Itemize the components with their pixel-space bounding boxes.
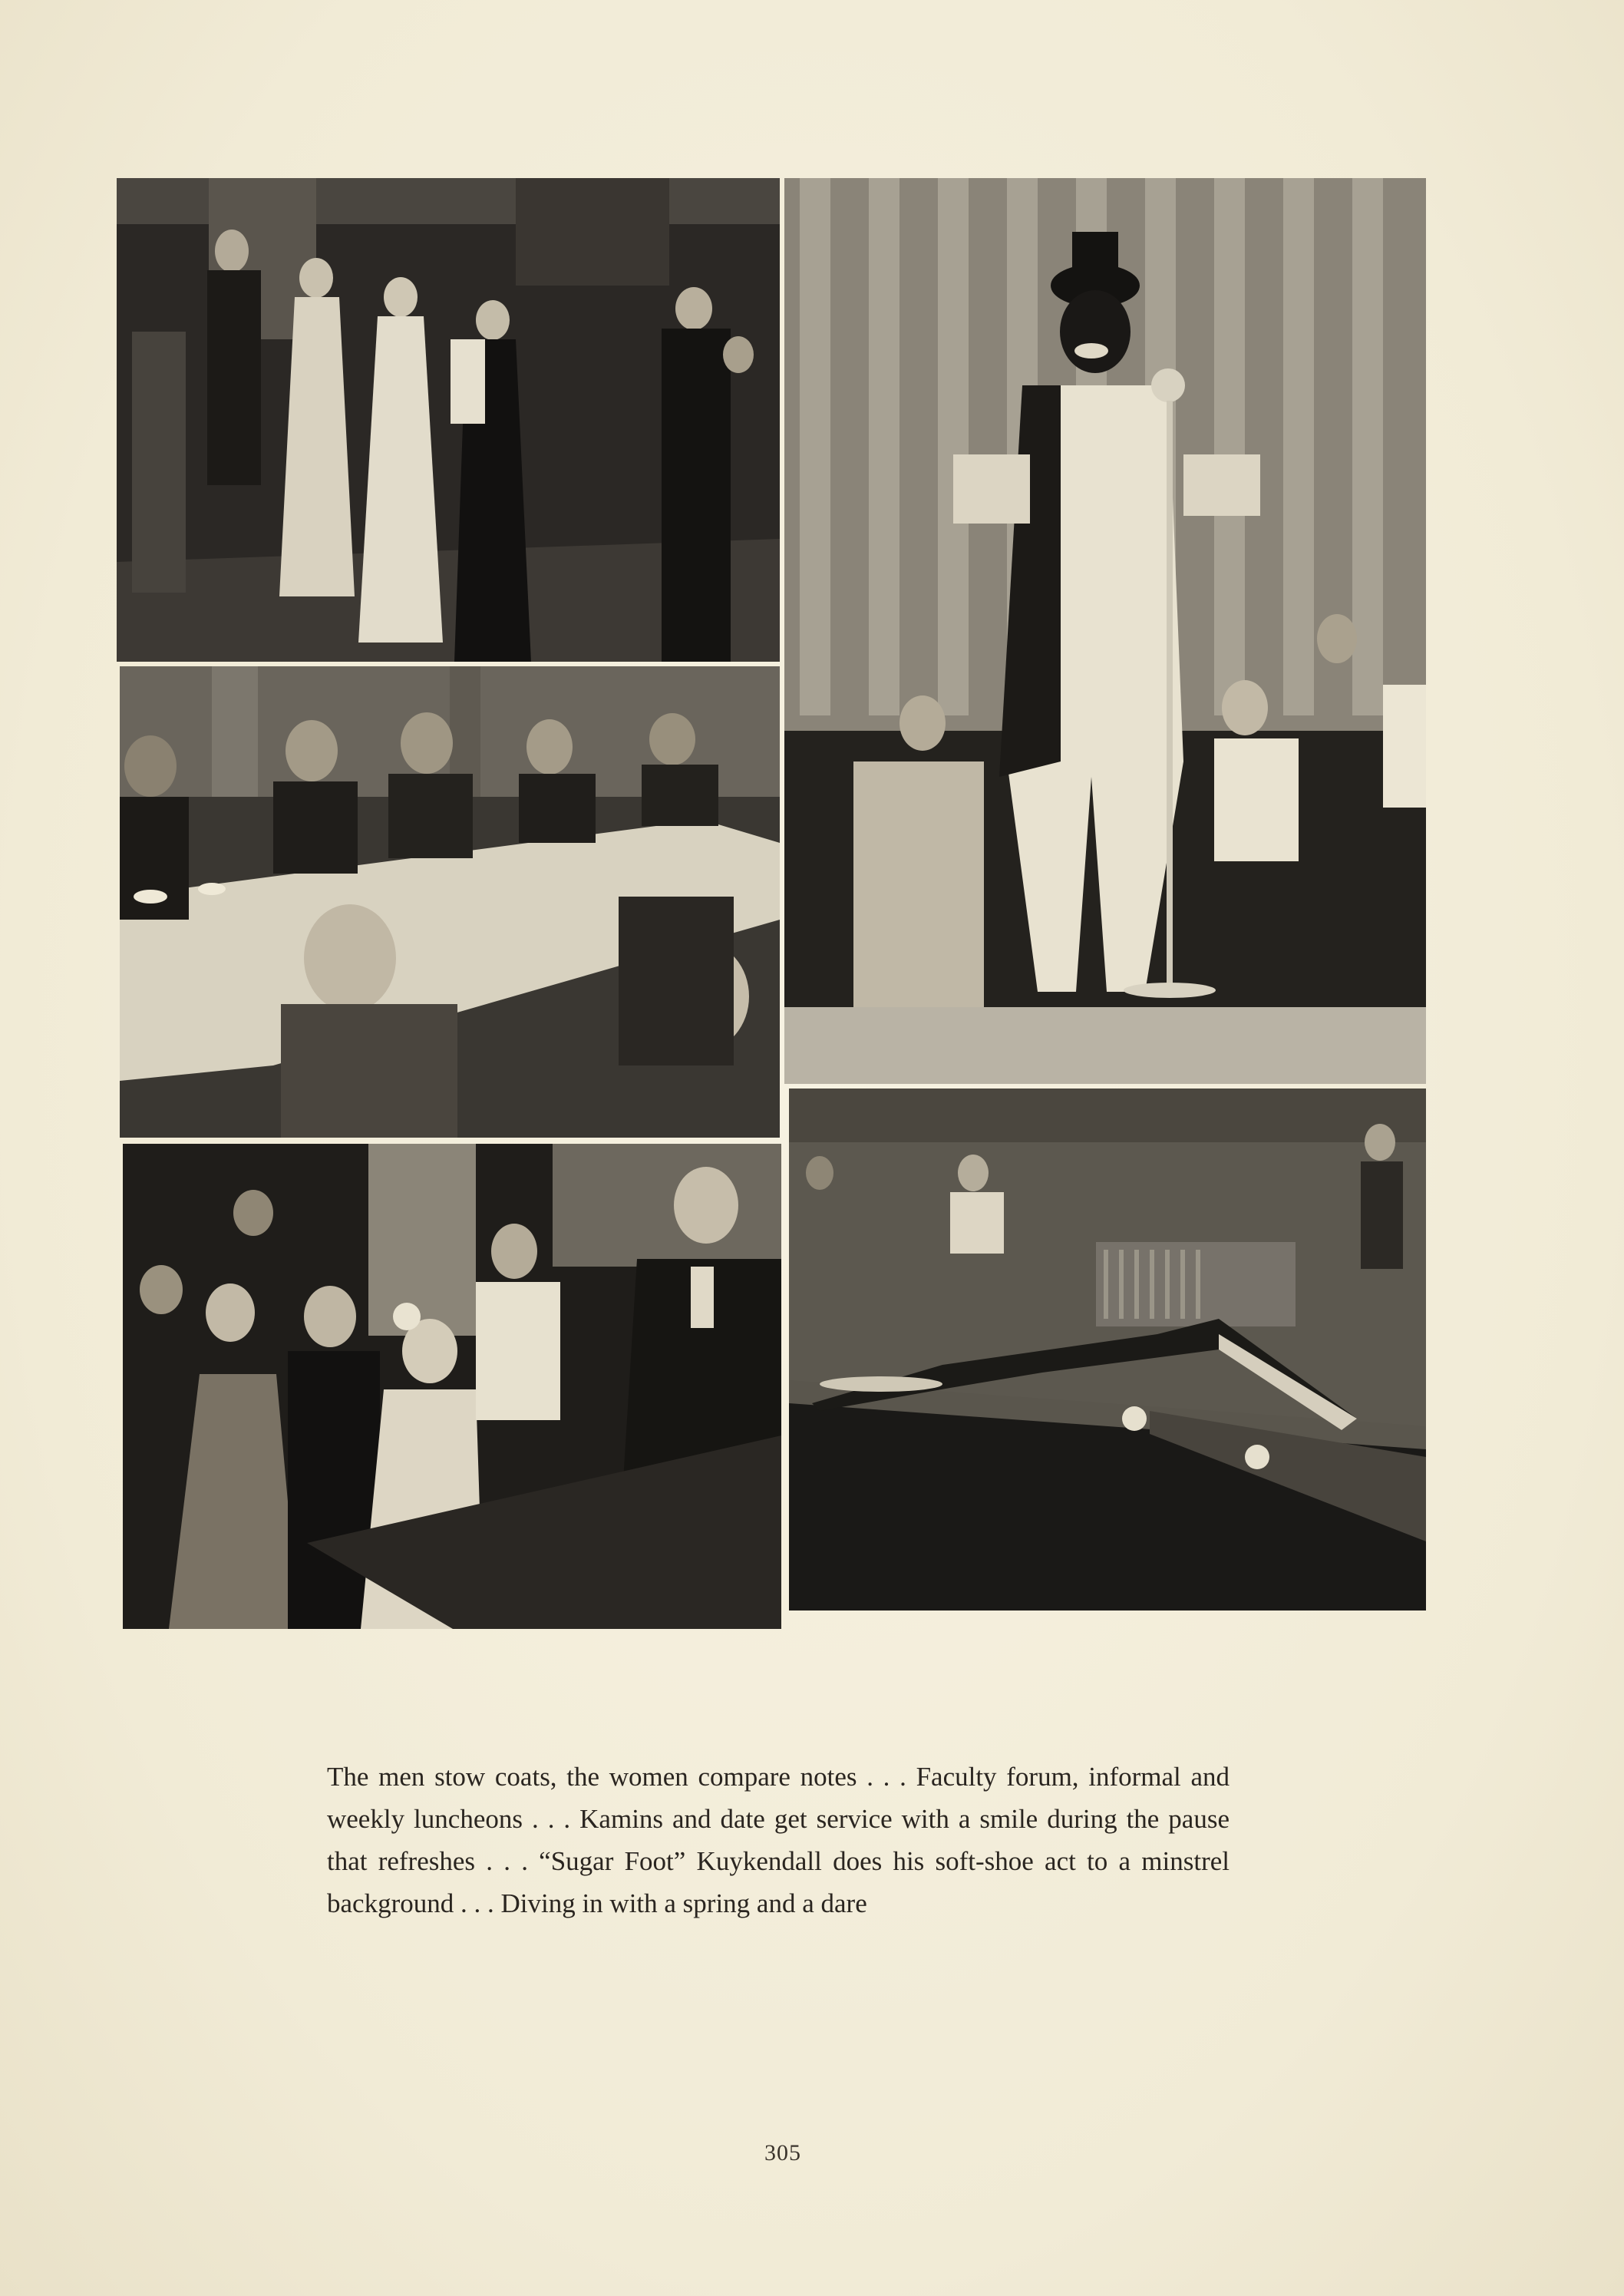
- page-number: 305: [764, 2140, 801, 2166]
- minstrel-performer-photo: [784, 178, 1426, 1084]
- coat-room-photo: [117, 178, 780, 662]
- kamins-date-photo: [123, 1144, 781, 1629]
- faculty-luncheon-photo: [120, 666, 780, 1138]
- page-caption: The men stow coats, the women compare notes . . . Faculty forum, informal and weekly luncheons . . . Kamins and date get service with a smile during the pause that refreshes . . . “Sugar Foot” Kuykendall does his soft-shoe act to a minstrel background . . . Diving in with a spring and a dare: [327, 1762, 1230, 1918]
- diving-photo: [789, 1089, 1426, 1611]
